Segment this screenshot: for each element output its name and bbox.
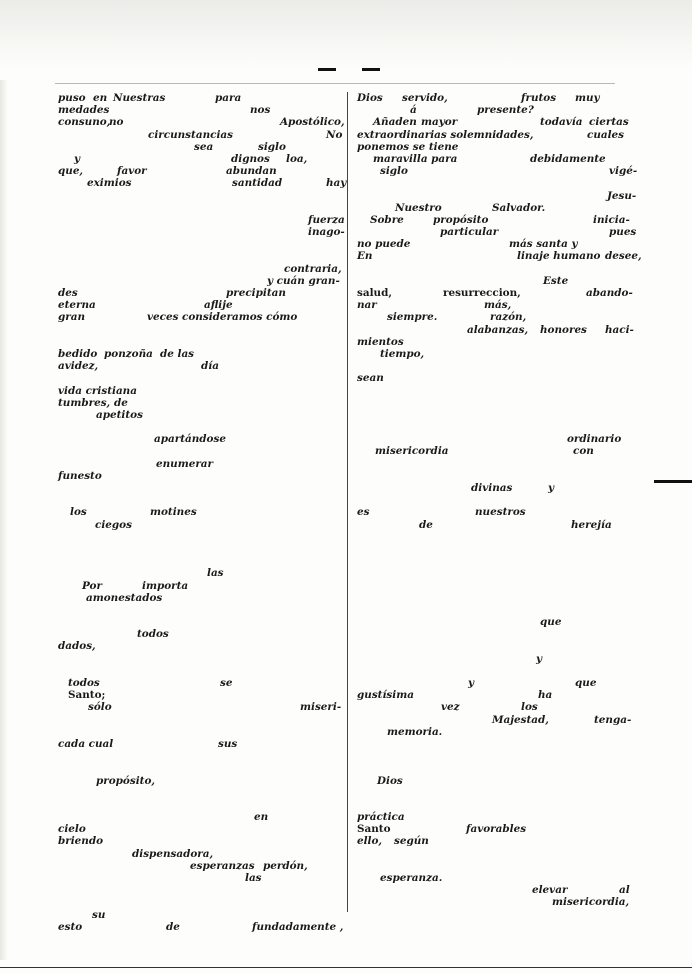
blank-line	[58, 555, 344, 567]
word: esperanza.	[380, 872, 443, 884]
word: maravilla para	[373, 152, 458, 165]
word: su	[92, 908, 106, 921]
line	[357, 129, 643, 141]
word: inago-	[308, 226, 345, 239]
line	[357, 226, 643, 238]
word: Añaden	[373, 116, 417, 129]
word: mayor	[421, 116, 458, 129]
word: y	[74, 152, 81, 165]
word: ciegos	[95, 518, 132, 531]
line	[357, 823, 643, 835]
line	[357, 250, 643, 262]
word: razón,	[490, 311, 527, 324]
blank-line	[357, 567, 643, 579]
word: y	[536, 652, 543, 665]
line	[357, 811, 643, 823]
word: tumbres,	[58, 396, 111, 409]
word: todos	[68, 677, 100, 689]
word: Salvador.	[492, 201, 546, 214]
line	[357, 287, 643, 299]
line	[58, 592, 344, 604]
word: divinas	[471, 482, 513, 494]
word: tiempo,	[380, 347, 425, 360]
word: salud,	[357, 287, 392, 299]
word: las	[207, 567, 224, 580]
line	[58, 153, 344, 165]
word: miseri-	[300, 701, 342, 714]
word: pues	[609, 226, 637, 239]
blank-line	[58, 750, 344, 762]
word: extraordinarias solemnidades,	[357, 128, 534, 141]
blank-line	[357, 592, 643, 604]
line	[58, 848, 344, 860]
word: para	[215, 92, 242, 104]
word: desee,	[605, 250, 642, 263]
line	[58, 433, 344, 445]
blank-line	[58, 482, 344, 494]
word: esperanzas	[190, 859, 255, 872]
line	[58, 458, 344, 470]
word: alabanzas,	[467, 323, 529, 336]
word: más,	[484, 299, 512, 312]
line	[58, 409, 344, 421]
word: Este	[543, 274, 569, 287]
line	[357, 884, 643, 896]
scan-top-noise	[0, 0, 692, 70]
word: en	[93, 92, 108, 104]
word: bedido	[58, 347, 98, 360]
header-rule	[55, 83, 615, 84]
word: eterna	[58, 299, 96, 312]
word: al	[619, 884, 630, 897]
line	[357, 714, 643, 726]
word: los	[70, 506, 87, 519]
word: Majestad,	[492, 713, 549, 726]
word: Dios	[357, 92, 383, 104]
blank-line	[58, 787, 344, 799]
word: sea	[194, 140, 214, 153]
scan-left-edge	[0, 80, 8, 960]
blank-line	[357, 787, 643, 799]
word: ordinario	[567, 433, 622, 446]
line	[357, 116, 643, 128]
word: vida cristiana	[58, 384, 137, 397]
blank-line	[357, 397, 643, 409]
word: cuales	[587, 128, 625, 141]
word: nos	[250, 104, 271, 117]
blank-line	[58, 324, 344, 336]
line	[357, 141, 643, 153]
word: medades	[58, 104, 110, 117]
blank-line	[357, 860, 643, 872]
word: santidad	[232, 177, 283, 190]
blank-line	[357, 494, 643, 506]
word: con	[573, 445, 594, 458]
word: y cuán gran-	[267, 274, 340, 287]
line	[58, 397, 344, 409]
word: favorables	[466, 823, 527, 836]
blank-line	[58, 604, 344, 616]
line	[357, 275, 643, 287]
word: muy	[575, 92, 600, 104]
word: No	[326, 128, 343, 141]
line	[58, 701, 344, 713]
line	[58, 860, 344, 872]
blank-line	[58, 494, 344, 506]
blank-line	[357, 263, 643, 275]
blank-line	[58, 190, 344, 202]
blank-line	[58, 884, 344, 896]
line	[58, 360, 344, 372]
word: esto	[58, 920, 83, 933]
line	[357, 372, 643, 384]
blank-line	[357, 750, 643, 762]
line	[58, 287, 344, 299]
line	[58, 214, 344, 226]
word: loa,	[286, 152, 308, 165]
word: haci-	[605, 323, 634, 336]
word: todos	[137, 628, 169, 641]
header-dash-left	[318, 68, 336, 71]
blank-line	[357, 531, 643, 543]
blank-line	[357, 762, 643, 774]
line	[58, 567, 344, 579]
word: no	[109, 116, 124, 129]
line	[58, 470, 344, 482]
word: cielo	[58, 823, 86, 836]
line	[58, 348, 344, 360]
word: vigé-	[609, 165, 638, 178]
blank-line	[58, 421, 344, 433]
word: consuno,	[58, 116, 111, 129]
word: dignos	[231, 152, 270, 165]
blank-line	[58, 445, 344, 457]
word: los	[521, 701, 538, 714]
blank-line	[357, 848, 643, 860]
line	[357, 835, 643, 847]
word: propósito	[433, 213, 489, 226]
blank-line	[58, 336, 344, 348]
word: abundan	[226, 165, 277, 178]
blank-line	[357, 543, 643, 555]
word: abando-	[586, 287, 633, 299]
line	[58, 385, 344, 397]
word: briendo	[58, 835, 104, 848]
word: inicia-	[593, 213, 630, 226]
blank-line	[357, 409, 643, 421]
word: importa	[142, 579, 189, 592]
line	[357, 348, 643, 360]
word: funesto	[58, 469, 102, 482]
blank-line	[58, 714, 344, 726]
word: circunstancias	[148, 128, 233, 141]
word: des	[58, 287, 78, 299]
line	[357, 506, 643, 518]
word: sean	[357, 372, 384, 385]
word: que	[540, 616, 562, 629]
blank-line	[357, 628, 643, 640]
line	[357, 519, 643, 531]
line	[58, 116, 344, 128]
word: siglo	[258, 140, 286, 153]
word: no puede	[357, 238, 411, 251]
blank-line	[357, 555, 643, 567]
blank-line	[357, 421, 643, 433]
word: gran	[58, 311, 86, 324]
line	[357, 445, 643, 457]
word: que,	[58, 165, 84, 178]
word: herejía	[571, 518, 612, 531]
line	[58, 104, 344, 116]
line	[58, 872, 344, 884]
word: sólo	[88, 701, 112, 714]
word: misericordia,	[552, 896, 630, 909]
blank-line	[58, 762, 344, 774]
word: y	[468, 677, 475, 689]
blank-line	[357, 385, 643, 397]
line	[357, 482, 643, 494]
line	[357, 324, 643, 336]
line	[58, 775, 344, 787]
line	[58, 129, 344, 141]
line	[58, 275, 344, 287]
line	[357, 433, 643, 445]
blank-line	[58, 616, 344, 628]
line	[58, 811, 344, 823]
blank-line	[357, 580, 643, 592]
word: todavía	[540, 116, 583, 129]
word: Por	[82, 579, 102, 592]
word: Sobre	[370, 213, 404, 226]
word: á	[410, 104, 417, 117]
line	[357, 153, 643, 165]
word: se	[220, 677, 233, 689]
word: apetitos	[96, 408, 143, 421]
word: memoria.	[387, 725, 443, 738]
blank-line	[357, 177, 643, 189]
line	[58, 909, 344, 921]
blank-line	[58, 726, 344, 738]
line	[357, 775, 643, 787]
header-dash-right	[362, 68, 380, 71]
word: amonestados	[86, 591, 163, 604]
word: elevar	[532, 884, 568, 897]
blank-line	[357, 604, 643, 616]
line	[357, 336, 643, 348]
word: Nuestro	[395, 201, 442, 214]
word: de	[114, 396, 128, 409]
word: en	[254, 811, 269, 824]
line	[357, 238, 643, 250]
word: tenga-	[594, 713, 632, 726]
word: perdón,	[263, 859, 308, 872]
word: según	[394, 835, 429, 848]
word: En	[357, 250, 373, 263]
blank-line	[58, 665, 344, 677]
blank-line	[58, 543, 344, 555]
word: que	[575, 677, 597, 689]
word: veces consideramos cómo	[147, 311, 298, 324]
word: contraria,	[284, 262, 342, 275]
line	[357, 190, 643, 202]
word: y	[548, 482, 555, 494]
blank-line	[357, 665, 643, 677]
line	[357, 202, 643, 214]
column-divider	[347, 92, 348, 912]
line	[357, 726, 643, 738]
word: de	[419, 518, 433, 531]
word: ponzoña	[104, 347, 153, 360]
word: linaje humano	[517, 250, 601, 263]
word: Santo;	[68, 689, 106, 702]
blank-line	[58, 799, 344, 811]
blank-line	[357, 360, 643, 372]
word: aflije	[204, 299, 233, 312]
word: Dios	[377, 774, 403, 787]
line	[58, 835, 344, 847]
word: avidez,	[58, 360, 99, 373]
word: honores	[540, 323, 587, 336]
line	[58, 311, 344, 323]
word: Santo	[357, 823, 391, 836]
word: motines	[150, 506, 197, 519]
blank-line	[357, 458, 643, 470]
word: Jesu-	[607, 189, 637, 202]
word: resurreccion,	[443, 287, 521, 299]
word: siempre.	[387, 311, 438, 324]
word: siglo	[380, 165, 408, 178]
page-bottom-rule	[0, 967, 692, 968]
word: servido,	[402, 92, 448, 104]
line	[357, 92, 643, 104]
word: de las	[160, 347, 195, 360]
line	[58, 226, 344, 238]
word: precipitan	[226, 287, 286, 299]
word: misericordia	[375, 445, 449, 458]
blank-line	[58, 531, 344, 543]
word: particular	[440, 226, 499, 239]
word: eximios	[87, 177, 132, 190]
blank-line	[357, 799, 643, 811]
word: ha	[538, 689, 553, 702]
word: debidamente	[530, 152, 606, 165]
line	[58, 165, 344, 177]
line	[58, 689, 344, 701]
word: ponemos se tiene	[357, 140, 459, 153]
line	[357, 616, 643, 628]
word: enumerar	[156, 457, 214, 470]
blank-line	[357, 470, 643, 482]
blank-line	[58, 653, 344, 665]
word: ciertas	[589, 116, 629, 129]
line	[58, 738, 344, 750]
line	[357, 896, 643, 908]
line	[357, 165, 643, 177]
word: nar	[357, 299, 377, 312]
line	[58, 580, 344, 592]
line	[357, 299, 643, 311]
word: fuerza	[308, 213, 345, 226]
line	[58, 141, 344, 153]
line	[58, 92, 344, 104]
word: de	[166, 920, 180, 933]
blank-line	[58, 372, 344, 384]
word: frutos	[521, 92, 557, 104]
margin-rule-mark	[654, 480, 692, 483]
blank-line	[58, 896, 344, 908]
line	[357, 104, 643, 116]
line	[357, 689, 643, 701]
word: favor	[117, 165, 147, 178]
word: es	[357, 506, 370, 519]
word: dados,	[58, 640, 96, 653]
line	[357, 872, 643, 884]
left-column	[58, 92, 347, 933]
word: mientos	[357, 335, 404, 348]
blank-line	[357, 640, 643, 652]
line	[58, 823, 344, 835]
word: puso	[58, 92, 86, 104]
line	[58, 677, 344, 689]
line	[58, 640, 344, 652]
word: Apostólico,	[280, 116, 345, 129]
line	[58, 921, 344, 933]
word: presente?	[477, 104, 534, 117]
word: sus	[218, 737, 238, 750]
line	[58, 299, 344, 311]
blank-line	[58, 250, 344, 262]
blank-line	[58, 238, 344, 250]
word: más santa y	[509, 238, 578, 251]
blank-line	[357, 738, 643, 750]
word: dispensadora,	[132, 847, 214, 860]
blank-line	[58, 202, 344, 214]
word: vez	[441, 701, 460, 714]
right-column	[357, 92, 643, 922]
line	[58, 263, 344, 275]
word: cada cual	[58, 737, 114, 750]
line	[58, 628, 344, 640]
line	[357, 653, 643, 665]
word: Nuestras	[113, 92, 166, 104]
word: ello,	[357, 835, 383, 848]
word: hay	[326, 177, 347, 190]
line	[357, 214, 643, 226]
word: las	[245, 872, 262, 884]
word: día	[201, 360, 219, 373]
word: gustísima	[357, 689, 414, 702]
word: propósito,	[96, 774, 156, 787]
word: apartándose	[154, 433, 226, 446]
line	[58, 506, 344, 518]
word: práctica	[357, 811, 405, 824]
line	[357, 677, 643, 689]
line	[357, 701, 643, 713]
word: fundadamente ,	[252, 920, 344, 933]
line	[357, 311, 643, 323]
line	[58, 519, 344, 531]
line	[58, 177, 347, 190]
word: nuestros	[475, 506, 526, 519]
